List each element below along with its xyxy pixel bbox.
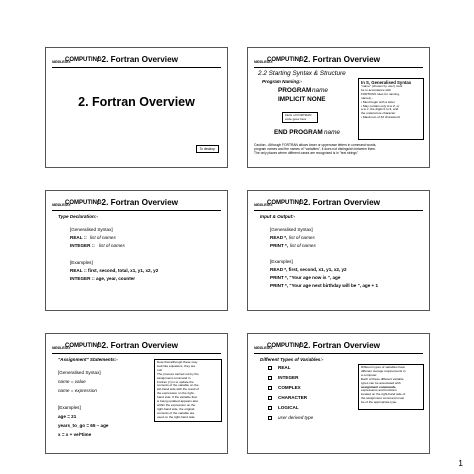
- note-line: right-hand side, the original: [157, 406, 195, 411]
- assignment-note-box: [154, 359, 222, 422]
- rule-line: • Maximum of 32 characters!: [361, 115, 401, 120]
- header-rule: [254, 353, 423, 354]
- print-rest: list of names: [290, 243, 316, 248]
- note-line: located on the right-hand side of: [361, 392, 406, 397]
- note-line: assignment command in: [157, 375, 191, 380]
- note-line: The process carried out by the: [157, 371, 199, 376]
- page-number: 1: [458, 458, 463, 468]
- example-line: READ *, first, second, x1, y1, x2, y2: [270, 267, 347, 272]
- note-line: used on the right-hand side.: [157, 414, 196, 419]
- note-line: the assignment command must: [361, 396, 404, 401]
- program-keyword: PROGRAM: [278, 87, 312, 94]
- slide-title: / 2. Fortran Overview: [299, 55, 380, 64]
- middlesex-label: MIDDLESEX: [52, 203, 71, 207]
- slide-4: [247, 190, 430, 311]
- note-line: code goes here: [285, 116, 307, 121]
- types-note-box: [358, 364, 424, 410]
- rule-line: FORTRAN rules for naming,: [361, 91, 400, 96]
- slide-6: [247, 333, 430, 454]
- slide-header: [52, 199, 221, 210]
- computing-label: COMPUTING: [65, 200, 102, 206]
- end-program-name: name: [324, 129, 340, 136]
- note-line: a computer.: [361, 372, 378, 377]
- note-line: expressions and functions: [361, 388, 397, 393]
- section-heading: "Assignment" Statements:-: [58, 357, 118, 362]
- note-line: within the expression on the: [157, 402, 196, 407]
- caution-line: program names and the names of "variables", it does not distinguish between them.: [254, 147, 377, 151]
- checkbox-icon: [268, 396, 272, 400]
- code-block-note: [282, 112, 318, 123]
- real-rest: list of names: [90, 235, 116, 240]
- example-line: x = x + vel*time: [58, 432, 92, 437]
- slide-2: [247, 47, 430, 168]
- slide-3: [45, 190, 228, 311]
- note-line: the expression on the right-: [157, 391, 195, 396]
- rule-line: • Must begin with a letter: [361, 99, 395, 104]
- note-line: contents of the variable are: [157, 410, 195, 415]
- type-item: COMPLEX: [278, 385, 301, 390]
- generalised-label: [Generalised Syntax]: [58, 370, 101, 375]
- integer-rest: list of names: [99, 243, 125, 248]
- real-keyword: REAL ::: [70, 235, 87, 240]
- example-line: years_to_go = 65 – age: [58, 423, 109, 428]
- read-rest: list of names: [289, 235, 315, 240]
- slide-title: / 2. Fortran Overview: [299, 198, 380, 207]
- section-heading: Type Declaration:-: [58, 214, 98, 219]
- syntax-line: name = value: [58, 379, 86, 384]
- example-line: INTEGER :: age, year, counter: [70, 276, 136, 281]
- slide-5: [45, 333, 228, 454]
- rule-line: be in accordance with: [361, 87, 391, 92]
- slide-title: / 2. Fortran Overview: [97, 55, 178, 64]
- note-line: contents of the variable on the: [157, 383, 199, 388]
- example-line: REAL :: first, second, total, x1, y1, x2, y2: [70, 268, 159, 273]
- rule-line: the underscore character: [361, 111, 396, 116]
- implicit-none-keyword: IMPLICIT NONE: [278, 96, 326, 103]
- header-rule: [254, 210, 423, 211]
- header-rule: [254, 67, 423, 68]
- note-line: Note that although these may: [157, 360, 198, 364]
- note-line: is being updated appears also: [157, 399, 199, 404]
- middlesex-label: MIDDLESEX: [52, 60, 71, 64]
- header-rule: [52, 67, 221, 68]
- computing-label: COMPUTING: [267, 200, 304, 206]
- caution-line: Caution:- Although FORTRAN allows lower or uppercase letters in command words,: [254, 143, 377, 147]
- slide-header: [254, 56, 423, 67]
- middlesex-label: MIDDLESEX: [254, 203, 273, 207]
- note-line: left-hand side with the result of: [157, 387, 199, 392]
- middlesex-label: MIDDLESEX: [52, 346, 71, 350]
- to-desktop-button[interactable]: To desktop: [196, 145, 219, 153]
- computing-label: COMPUTING: [267, 57, 304, 63]
- example-line: PRINT *, "Your age now is ", age: [270, 275, 341, 280]
- generalised-syntax-box: [358, 78, 424, 140]
- checkbox-icon: [268, 386, 272, 390]
- examples-label: [Examples]: [58, 405, 81, 410]
- header-rule: [52, 353, 221, 354]
- syntax-line: name = expression: [58, 388, 97, 393]
- note-line: not!: [157, 367, 163, 372]
- type-item: INTEGER: [278, 375, 299, 380]
- slide-title: / 2. Fortran Overview: [299, 341, 380, 350]
- computing-label: COMPUTING: [65, 343, 102, 349]
- note-line: Fortran (=) is to update the: [157, 379, 194, 384]
- slide-title: / 2. Fortran Overview: [97, 198, 178, 207]
- note-line: hand side. If the variable that: [157, 395, 197, 400]
- rule-line: • May contain only A to Z, or: [361, 103, 400, 108]
- type-item: user derived type: [278, 415, 314, 420]
- checkbox-icon: [268, 416, 272, 420]
- rule-line: "name" (chosen by user) must: [361, 84, 403, 88]
- examples-label: [Examples]: [270, 259, 293, 264]
- middlesex-label: MIDDLESEX: [254, 60, 273, 64]
- note-line: be of the appropriate type.: [361, 400, 398, 405]
- section-subtitle: 2.2 Starting Syntax & Structure: [258, 70, 346, 77]
- rule-line: a to z, the digits 0 to 9, and: [361, 107, 399, 112]
- middlesex-label: MIDDLESEX: [254, 346, 273, 350]
- slide-1: [45, 47, 228, 168]
- generalised-label: [Generalised Syntax]: [70, 227, 113, 232]
- print-keyword: PRINT *,: [270, 243, 289, 248]
- generalised-header: In S, Generalised Syntax: [361, 80, 412, 85]
- example-line: age = 21: [58, 414, 77, 419]
- read-keyword: READ *,: [270, 235, 288, 240]
- caution-line: The only places where different cases are recognised is in "text strings": [254, 151, 358, 155]
- slide-header: [52, 342, 221, 353]
- section-heading: Different Types of Variables:-: [260, 357, 324, 362]
- note-line: types can be associated with: [361, 380, 401, 385]
- note-line: Each of these different variable: [361, 376, 404, 381]
- section-heading: Input & Output:-: [260, 214, 296, 219]
- slide-header: [254, 199, 423, 210]
- slide-header: [52, 56, 221, 67]
- slide-header: [254, 342, 423, 353]
- checkbox-icon: [268, 406, 272, 410]
- type-item: REAL: [278, 365, 291, 370]
- generalised-label: [Generalised Syntax]: [270, 227, 313, 232]
- checkbox-icon: [268, 376, 272, 380]
- computing-label: COMPUTING: [267, 343, 304, 349]
- example-line: PRINT *, "Your age next birthday will be ", age + 1: [270, 283, 379, 288]
- computing-label: COMPUTING: [65, 57, 102, 63]
- note-line: different storage requirements in: [361, 368, 406, 373]
- checkbox-icon: [268, 366, 272, 370]
- type-item: LOGICAL: [278, 405, 299, 410]
- header-rule: [52, 210, 221, 211]
- big-title: 2. Fortran Overview: [78, 95, 195, 109]
- slide-title: / 2. Fortran Overview: [97, 341, 178, 350]
- program-name: name: [312, 87, 328, 94]
- type-item: CHARACTER: [278, 395, 308, 400]
- end-program-keyword: END PROGRAM: [274, 129, 323, 136]
- note-line: Different types of variables have: [361, 365, 406, 369]
- program-naming-heading: Program Naming:-: [262, 79, 303, 84]
- note-line: assignment commands,: [361, 384, 397, 389]
- integer-keyword: INTEGER ::: [70, 243, 95, 248]
- examples-label: [Examples]: [70, 260, 93, 265]
- note-line: block of FORTRAN: [285, 113, 312, 117]
- note-line: look like equations, they are: [157, 363, 196, 368]
- rule-line: namely:-: [361, 95, 373, 100]
